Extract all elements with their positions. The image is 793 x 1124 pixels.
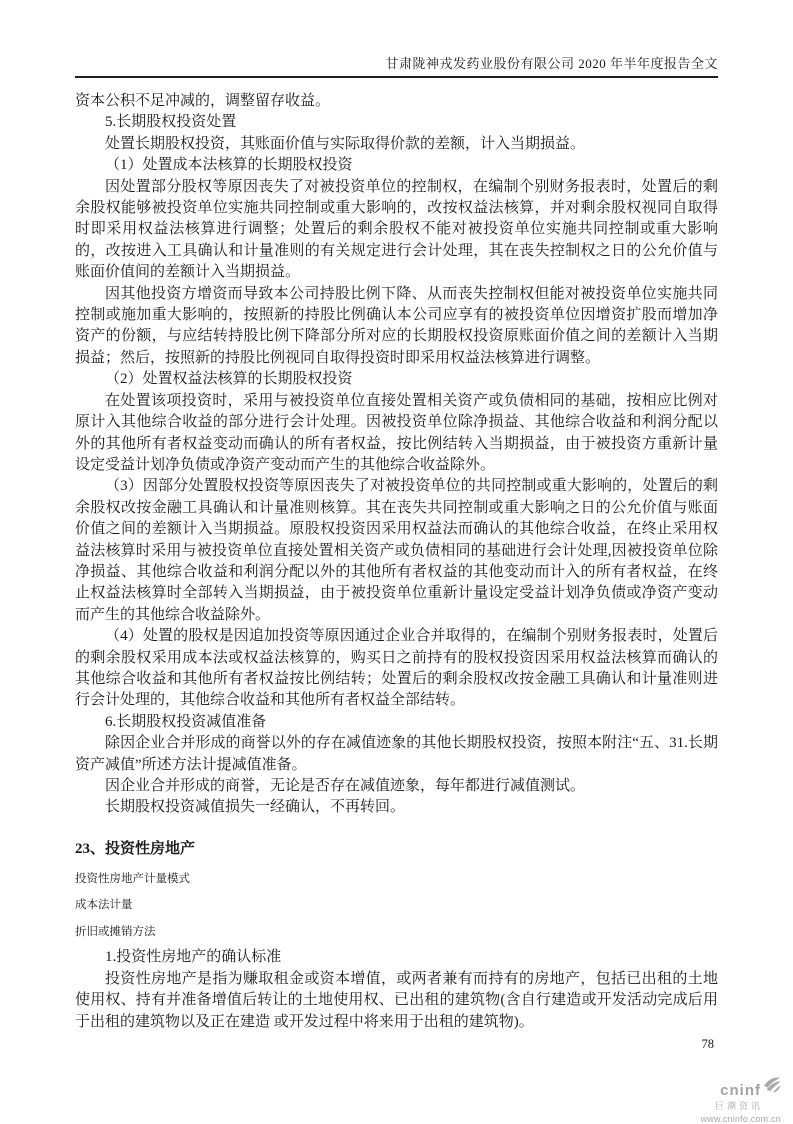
cninfo-brand: cninf — [720, 1082, 761, 1099]
depreciation-method-label: 折旧或摊销方法 — [75, 925, 156, 938]
paragraph: 6.长期股权投资减值准备 — [105, 713, 267, 730]
page-header — [75, 0, 718, 78]
paragraph: （4）处置的股权是因追加投资等原因通过企业合并取得的，在编制个别财务报表时，处置后的剩余股权采用成本法或权益法核算的，购买日之前持有的股权投资因采用权益法核算而确认的其他综合收益和其他所有者权益按比例结转；处置后的剩余股权改按金融工具确认和计量准则进行会计处理的，其他综合收益和其他所有者权益全部结转。 — [75, 628, 718, 709]
cninfo-url: www.cninfo.com.cn — [700, 1114, 781, 1124]
paragraph: 除因企业合并形成的商誉以外的存在减值迹象的其他长期股权投资，按照本附注“五、31.长期资产减值”所述方法计提减值准备。 — [75, 735, 718, 773]
page-number: 78 — [701, 1037, 714, 1051]
section-23-body — [75, 947, 718, 1033]
paragraph: （2）处置权益法核算的长期股权投资 — [105, 371, 353, 388]
paragraph: 长期股权投资减值损失一经确认，不再转回。 — [105, 799, 406, 816]
paragraph: 因企业合并形成的商誉，无论是否存在减值迹象，每年都进行减值测试。 — [105, 778, 586, 794]
paragraph: （1）处置成本法核算的长期股权投资 — [105, 157, 353, 174]
paragraph: 在处置该项投资时，采用与被投资单位直接处置相关资产或负债相同的基础，按相应比例对原计入其他综合收益的部分进行会计处理。因被投资单位除净损益、其他综合收益和利润分配以外的其他所有者权益变动而确认的所有者权益，按比例结转入当期损益，由于被投资方重新计量设定受益计划净负债或净资产变动而产生的其他综合收益除外。 — [75, 392, 718, 473]
paragraph: 处置长期股权投资，其账面价值与实际取得价款的差额，计入当期损益。 — [105, 135, 586, 152]
document-body — [75, 91, 718, 819]
paragraph: （3）因部分处置股权投资等原因丧失了对被投资单位的共同控制或重大影响的，处置后的剩余股权改按金融工具确认和计量准则核算。其在丧失共同控制或重大影响之日的公允价值与账面价值之间的差额计入当期损益。原股权投资因采用权益法而确认的其他综合收益，在终止采用权益法核算时采用与被投资单位直接处置相关资产或负债相同的基础进行会计处理,因被投资单位除净损益、其他综合收益和利润分配以外的其他所有者权益的其他变动而计入的所有者权益，在终止权益法核算时全部转入当期损益，由于被投资单位重新计量设定受益计划净负债或净资产变动而产生的其他综合收益除外。 — [75, 478, 718, 623]
cost-method-label: 成本法计量 — [75, 899, 133, 912]
paragraph: 因处置部分股权等原因丧失了对被投资单位的控制权，在编制个别财务报表时，处置后的剩余股权能够被投资单位实施共同控制或重大影响的，改按权益法核算，并对剩余股权视同自取得时即采用权益法核算进行调整；处置后的剩余股权不能对被投资单位实施共同控制或重大影响的，改按进入工具确认和计量准则的有关规定进行会计处理，其在丧失控制权之日的公允价值与账面价值间的差额计入当期损益。 — [75, 178, 718, 281]
section-23-heading: 23、投资性房地产 — [75, 840, 196, 857]
section-23 — [75, 840, 718, 1033]
paragraph: 投资性房地产是指为赚取租金或资本增值，或两者兼有而持有的房地产，包括已出租的土地使用权、持有并准备增值后转让的土地使用权、已出租的建筑物(含自行建造或开发活动完成后用于出租的建筑物以及正在建造 或开发过程中将来用于出租的建筑物)。 — [75, 970, 718, 1030]
measurement-mode-label: 投资性房地产计量模式 — [75, 872, 190, 885]
cninfo-chinese-name: 巨潮资讯 — [714, 1101, 763, 1111]
paragraph: 5.长期股权投资处置 — [105, 114, 237, 131]
header-title: 甘肃陇神戎发药业股份有限公司 2020 年半年度报告全文 — [385, 56, 718, 71]
paragraph: 因其他投资方增资而导致本公司持股比例下降、从而丧失控制权但能对被投资单位实施共同控制或施加重大影响的，按照新的持股比例确认本公司应享有的被投资单位因增资扩股而增加净资产的份额，与应结转持股比例下降部分所对应的长期股权投资原账面价值之间的差额计入当期损益；然后，按照新的持股比例视同自取得投资时即采用权益法核算进行调整。 — [75, 285, 718, 366]
cninfo-logo — [671, 1077, 781, 1124]
cninfo-swirl-icon — [763, 1077, 781, 1098]
paragraph-continued: 资本公积不足冲减的，调整留存收益。 — [75, 93, 331, 109]
paragraph: 1.投资性房地产的确认标准 — [105, 949, 282, 966]
header-divider — [75, 76, 718, 78]
